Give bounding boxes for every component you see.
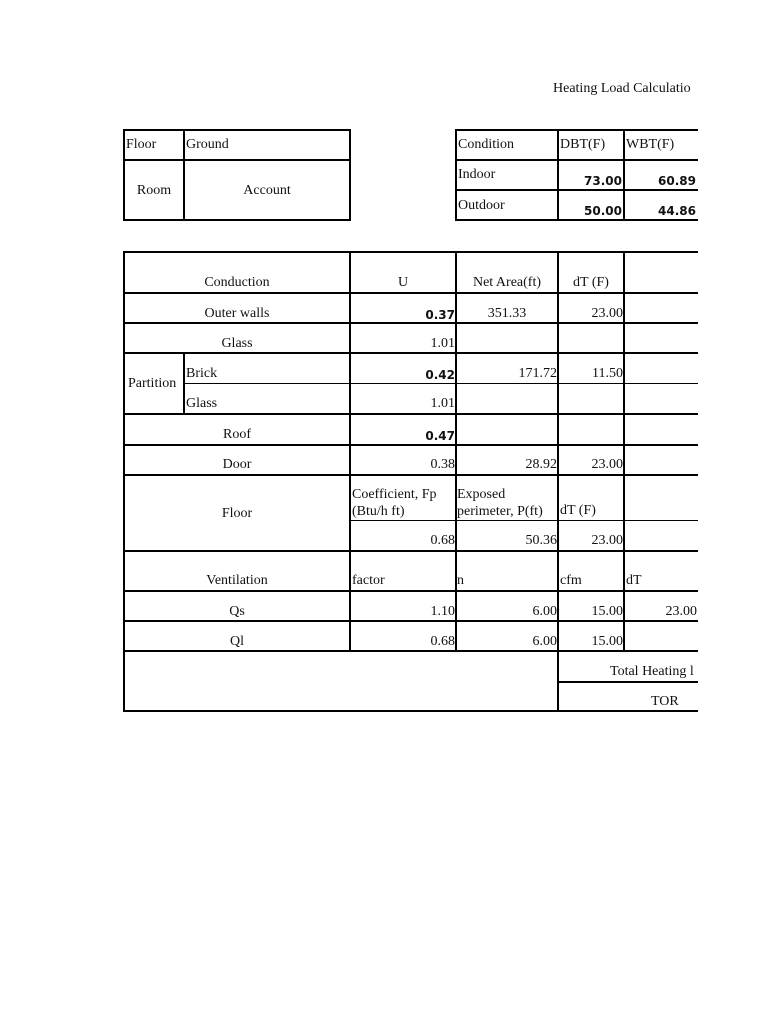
ventilation-cfm-header: cfm (560, 573, 582, 588)
door-u: 0.38 (430, 457, 455, 472)
qs-n: 6.00 (532, 604, 557, 619)
indoor-dbt: 73.00 (584, 174, 622, 188)
outer-walls-label: Outer walls (204, 306, 270, 321)
ql-cfm: 15.00 (591, 634, 623, 649)
ventilation-n-header: n (457, 573, 464, 588)
indoor-wbt: 60.89 (658, 174, 696, 188)
glass-label: Glass (221, 336, 253, 351)
outdoor-wbt: 44.86 (658, 204, 696, 218)
floor-perim-header: Exposed perimeter, P(ft) (457, 487, 543, 519)
outer-walls-u: 0.37 (425, 308, 455, 322)
glass-u: 1.01 (430, 336, 455, 351)
floor-coef-header: Coefficient, Fp (Btu/h ft) (352, 487, 437, 519)
outdoor-label: Outdoor (458, 198, 505, 213)
partition-brick-u: 0.42 (425, 368, 455, 382)
ql-factor: 0.68 (430, 634, 455, 649)
door-label: Door (222, 457, 252, 472)
tor-label: TOR (651, 694, 679, 709)
room-value: Account (243, 183, 291, 198)
condition-header: Condition (458, 137, 515, 152)
door-dt: 23.00 (591, 457, 623, 472)
partition-brick-area: 171.72 (518, 366, 557, 381)
dt-header: dT (F) (573, 275, 609, 290)
u-header: U (397, 275, 409, 290)
total-heating-label: Total Heating l (610, 664, 694, 679)
qs-label: Qs (229, 604, 245, 619)
page-title: Heating Load Calculatio (553, 81, 691, 96)
qs-cfm: 15.00 (591, 604, 623, 619)
door-area: 28.92 (525, 457, 557, 472)
partition-brick-label: Brick (186, 366, 218, 381)
outdoor-dbt: 50.00 (584, 204, 622, 218)
ventilation-label: Ventilation (206, 573, 268, 588)
qs-dt: 23.00 (665, 604, 697, 619)
partition-glass-label: Glass (186, 396, 218, 411)
partition-label: Partition (128, 376, 177, 391)
ventilation-factor-header: factor (352, 573, 385, 588)
partition-glass-u: 1.01 (430, 396, 455, 411)
floor-dt-header: dT (F) (560, 503, 596, 518)
floor-coef: 0.68 (430, 533, 455, 548)
roof-label: Roof (223, 427, 251, 442)
ql-n: 6.00 (532, 634, 557, 649)
qs-factor: 1.10 (430, 604, 455, 619)
outer-walls-dt: 23.00 (591, 306, 623, 321)
outer-walls-area: 351.33 (487, 306, 527, 321)
room-label: Room (136, 183, 172, 198)
ql-label: Ql (230, 634, 244, 649)
wbt-header: WBT(F) (626, 137, 675, 152)
floor-dt: 23.00 (591, 533, 623, 548)
floor-value: Ground (186, 137, 229, 152)
floor-label: Floor (126, 137, 157, 152)
net-area-header: Net Area(ft) (472, 275, 542, 290)
partition-brick-dt: 11.50 (592, 366, 623, 381)
dbt-header: DBT(F) (560, 137, 606, 152)
floor-perim: 50.36 (525, 533, 557, 548)
ventilation-dt-header: dT (626, 573, 642, 588)
indoor-label: Indoor (458, 167, 496, 182)
floor-row-label: Floor (221, 506, 253, 521)
roof-u: 0.47 (425, 429, 455, 443)
conduction-header: Conduction (204, 275, 270, 290)
